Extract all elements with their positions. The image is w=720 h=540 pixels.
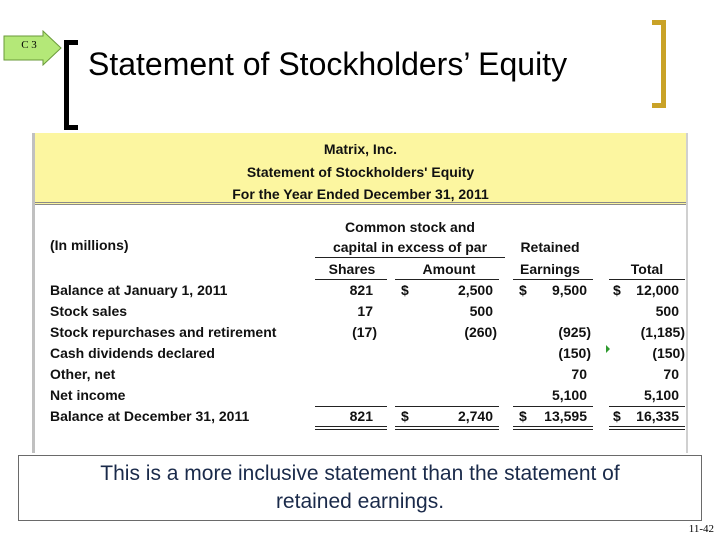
left-bracket-decoration <box>64 40 78 130</box>
header-underline-amount <box>395 279 499 280</box>
cell-amount-sign: $ <box>401 408 409 424</box>
cell-retained: 70 <box>571 366 587 382</box>
cell-shares: 821 <box>349 282 373 298</box>
cell-total: 70 <box>663 366 679 382</box>
page-number: 11-42 <box>688 523 714 535</box>
cell-total: 12,000 <box>636 282 679 298</box>
cell-amount: (260) <box>464 324 497 340</box>
column-group-underline <box>315 257 505 258</box>
column-header-amount: Amount <box>422 261 476 277</box>
row-label: Balance at January 1, 2011 <box>50 282 228 298</box>
right-bracket-decoration <box>652 20 666 108</box>
column-header-retained-line1: Retained <box>520 239 580 255</box>
slide-title: Statement of Stockholders’ Equity <box>88 46 568 82</box>
column-header-shares: Shares <box>328 261 376 277</box>
subtotal-rule-retained <box>513 406 593 407</box>
cell-total: 16,335 <box>636 408 679 424</box>
cell-amount-sign: $ <box>401 282 409 298</box>
statement-period: For the Year Ended December 31, 2011 <box>232 186 489 202</box>
cell-total: (1,185) <box>640 324 685 340</box>
cell-amount: 2,500 <box>457 282 493 298</box>
row-label: Stock repurchases and retirement <box>50 324 277 340</box>
total-double-rule-amount <box>395 426 499 430</box>
units-label: (In millions) <box>50 237 129 253</box>
cell-retained: (150) <box>558 345 591 361</box>
subtotal-rule-total <box>609 406 685 407</box>
cell-retained-sign: $ <box>519 282 527 298</box>
total-double-rule-shares <box>315 426 387 430</box>
cell-amount: 2,740 <box>457 408 493 424</box>
cell-total-sign: $ <box>613 408 621 424</box>
financial-statement <box>32 133 688 453</box>
cell-total: (150) <box>652 345 685 361</box>
cell-shares: 821 <box>349 408 373 424</box>
row-label: Other, net <box>50 366 116 382</box>
cell-shares: (17) <box>352 324 377 340</box>
note-line-2: retained earnings. <box>275 490 445 513</box>
column-group-line2: capital in excess of par <box>332 239 488 255</box>
cell-retained: 5,100 <box>551 387 587 403</box>
cell-retained-sign: $ <box>519 408 527 424</box>
row-label: Balance at December 31, 2011 <box>50 408 250 424</box>
subtotal-rule-amount <box>395 406 499 407</box>
badge-label: C 3 <box>21 39 37 51</box>
row-label: Net income <box>50 387 126 403</box>
header-underline-total <box>609 279 685 280</box>
column-header-total: Total <box>630 261 664 277</box>
cell-amount: 500 <box>469 303 493 319</box>
company-name: Matrix, Inc. <box>323 141 398 157</box>
column-group-line1: Common stock and <box>345 219 475 235</box>
header-underline-retained <box>513 279 593 280</box>
cell-retained: 9,500 <box>551 282 587 298</box>
row-label: Stock sales <box>50 303 128 319</box>
header-underline-shares <box>315 279 387 280</box>
cell-retained: (925) <box>558 324 591 340</box>
total-double-rule-retained <box>513 426 593 430</box>
cell-retained: 13,595 <box>544 408 587 424</box>
section-badge <box>3 30 63 66</box>
cell-total: 5,100 <box>643 387 679 403</box>
note-line-1: This is a more inclusive statement than the statement of <box>100 462 620 485</box>
statement-name: Statement of Stockholders' Equity <box>246 164 475 180</box>
cell-comment-marker-icon <box>606 345 610 353</box>
subtotal-rule-shares <box>315 406 387 407</box>
row-label: Cash dividends declared <box>50 345 215 361</box>
column-header-retained-line2: Earnings <box>520 261 580 277</box>
cell-total-sign: $ <box>613 282 621 298</box>
total-double-rule-total <box>609 426 685 430</box>
cell-shares: 17 <box>357 303 373 319</box>
statement-header <box>35 133 686 205</box>
cell-total: 500 <box>655 303 679 319</box>
callout-note <box>18 455 702 521</box>
